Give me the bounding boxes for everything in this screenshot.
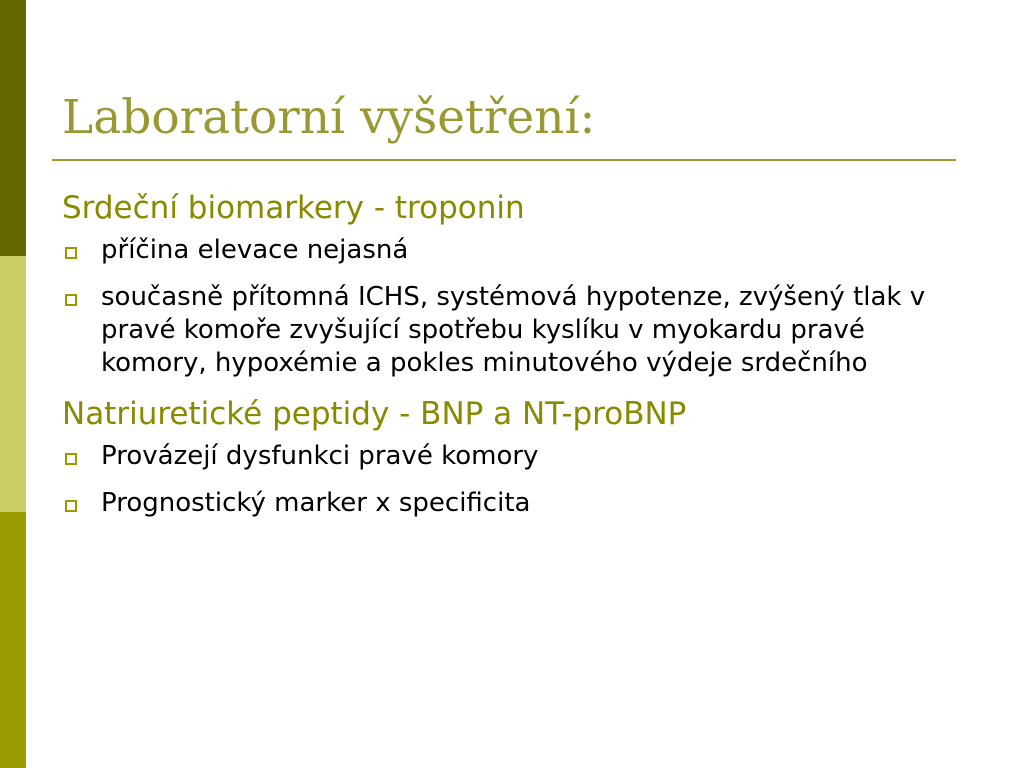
hollow-square-icon xyxy=(65,453,77,465)
bullet-list-biomarkers xyxy=(62,234,962,380)
list-item xyxy=(62,281,962,380)
side-band-top xyxy=(0,0,26,256)
bullet-text: Provázejí dysfunkci pravé komory xyxy=(101,441,539,471)
list-item xyxy=(62,234,962,267)
bullet-list-peptides xyxy=(62,440,962,520)
bullet-text: současně přítomná ICHS, systémová hypotenze, zvýšený tlak v pravé komoře zvyšující spotřebu kyslíku v myokardu pravé komory, hypoxémie a pokles minutového výdeje srdečního xyxy=(101,282,926,378)
slide-content xyxy=(62,188,962,534)
hollow-square-icon xyxy=(65,247,77,259)
hollow-square-icon xyxy=(65,500,77,512)
hollow-square-icon xyxy=(65,294,77,306)
title-underline xyxy=(52,159,956,161)
section-heading-peptides: Natriuretické peptidy - BNP a NT-proBNP xyxy=(62,396,687,432)
bullet-text: příčina elevace nejasná xyxy=(101,235,409,265)
side-band-middle xyxy=(0,256,26,512)
list-item xyxy=(62,487,962,520)
bullet-text: Prognostický marker x specificita xyxy=(101,488,531,518)
side-band-bottom xyxy=(0,512,26,768)
list-item xyxy=(62,440,962,473)
section-heading-biomarkers: Srdeční biomarkery - troponin xyxy=(62,190,525,226)
slide-title: Laboratorní vyšetření: xyxy=(62,90,596,145)
